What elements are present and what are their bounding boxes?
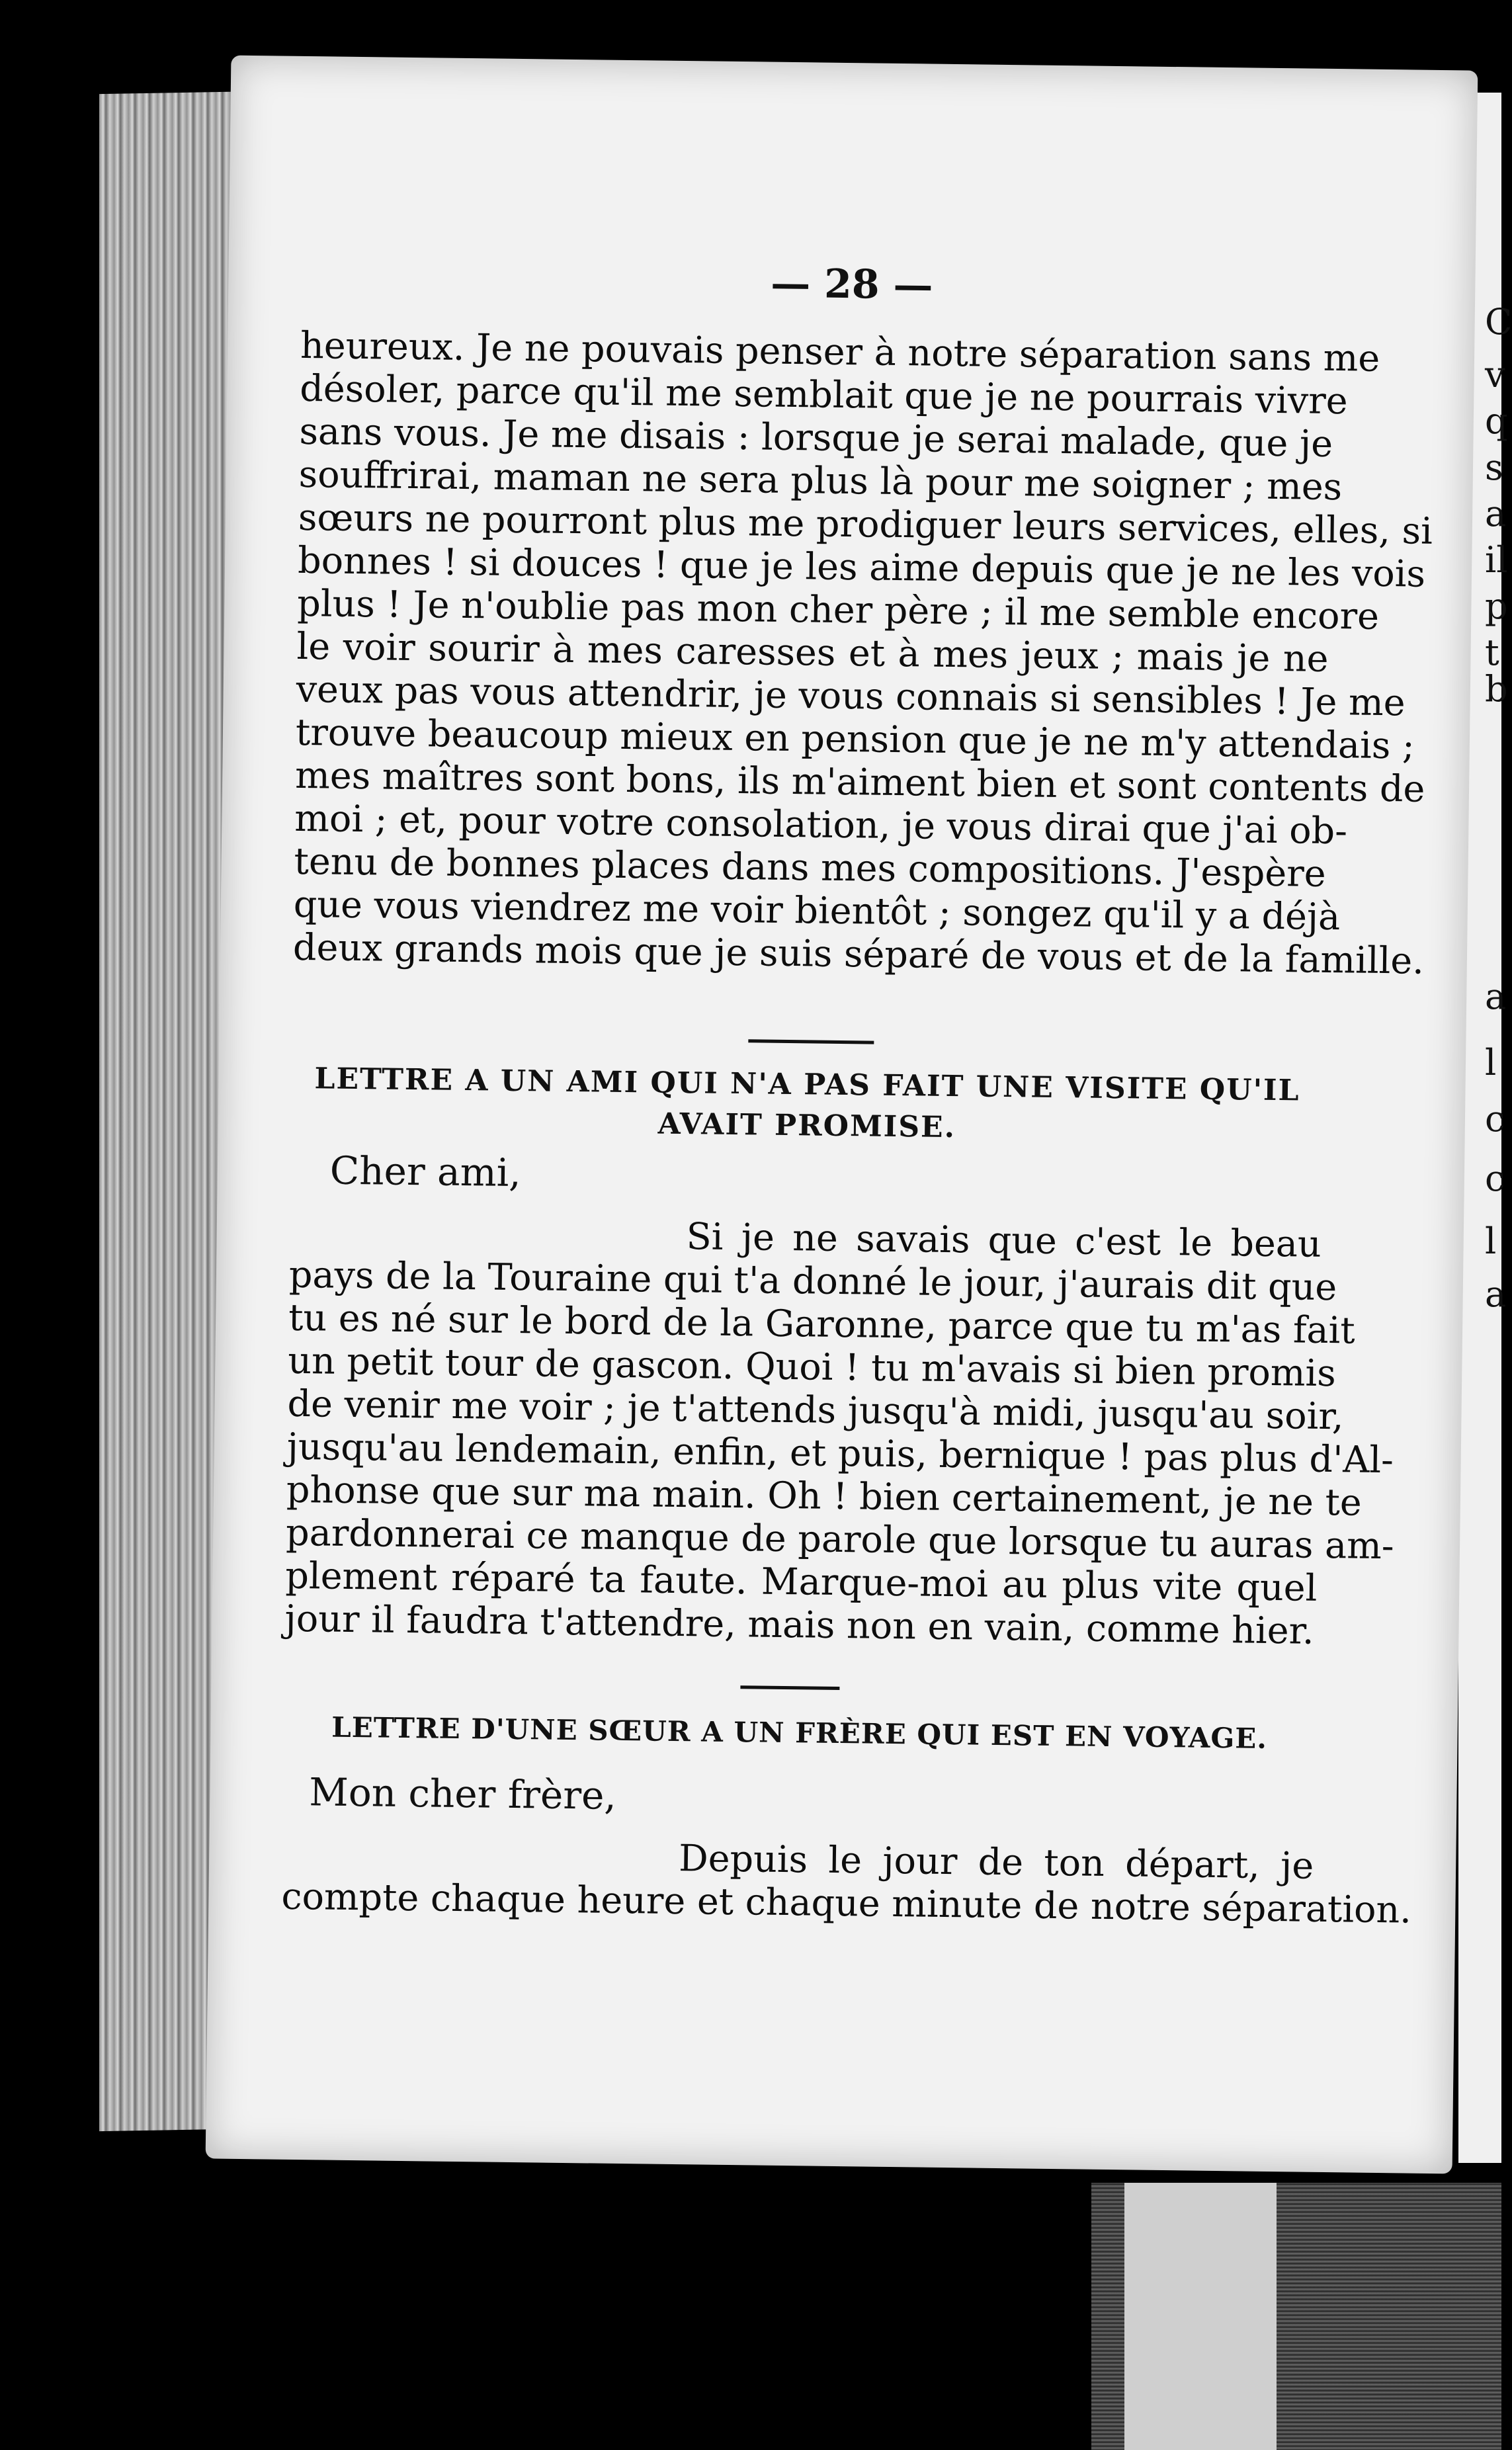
text-line: sans vous. Je me disais : lorsque je serai malade, que je (299, 409, 1333, 466)
facing-page-glyph: p (1485, 585, 1508, 627)
paragraph-letter-to-brother (281, 1832, 1412, 1932)
text-line: de venir me voir ; je t'attends jusqu'à midi, jusqu'au soir, (287, 1382, 1344, 1439)
page-number: — 28 — (770, 260, 933, 309)
facing-page-glyph: q (1485, 400, 1508, 442)
letter-title-line2: AVAIT PROMISE. (657, 1107, 956, 1145)
text-line: Depuis le jour de ton départ, je (678, 1837, 1314, 1888)
text-line: tu es né sur le bord de la Garonne, parce que tu m'as fait (288, 1296, 1356, 1353)
text-line: phonse que sur ma main. Oh ! bien certainement, je ne te (286, 1468, 1363, 1525)
facing-page-glyph: s (1485, 446, 1503, 488)
text-line: deux grands mois que je suis séparé de vous et de la famille. (292, 925, 1425, 983)
text-line: trouve beaucoup mieux en pension que je ne m'y attendais ; (295, 710, 1415, 768)
facing-page-glyph: C (1485, 301, 1512, 343)
text-line: jusqu'au lendemain, enfin, et puis, bernique ! pas plus d'Al- (286, 1425, 1394, 1482)
text-line: un petit tour de gascon. Quoi ! tu m'avais si bien promis (287, 1339, 1337, 1396)
text-line: heureux. Je ne pouvais penser à notre séparation sans me (300, 323, 1380, 380)
facing-page-glyph: a (1485, 1273, 1507, 1315)
text-line: jour il faudra t'attendre, mais non en vain, comme hier. (284, 1597, 1315, 1653)
facing-page-glyph: c (1485, 1098, 1505, 1140)
text-line: désoler, parce qu'il me semblait que je ne pourrais vivre (299, 366, 1348, 423)
separator-rule (740, 1685, 839, 1690)
facing-page-glyph: l (1485, 1220, 1497, 1262)
facing-page-glyph: c (1485, 1158, 1505, 1199)
letter-title: LETTRE D'UNE SŒUR A UN FRÈRE QUI EST EN VOYAGE. (331, 1711, 1268, 1755)
paragraph-letter-continuation (292, 323, 1433, 983)
text-line: tenu de bonnes places dans mes compositions. J'espère (294, 839, 1326, 896)
book-page (206, 56, 1478, 2174)
text-line: plus ! Je n'oublie pas mon cher père ; il me semble encore (296, 581, 1380, 638)
text-line: bonnes ! si douces ! que je les aime depuis que je ne les vois (297, 538, 1426, 596)
text-line: que vous viendrez me voir bientôt ; songez qu'il y a déjà (293, 882, 1341, 939)
salutation: Cher ami, (329, 1148, 522, 1196)
text-line: pardonnerai ce manque de parole que lorsque tu auras am- (285, 1511, 1394, 1568)
facing-page-glyph: t (1485, 632, 1499, 673)
text-line: Si je ne savais que c'est le beau (686, 1215, 1322, 1266)
facing-page-glyph: a (1485, 976, 1507, 1017)
text-line: veux pas vous attendrir, je vous connais si sensibles ! Je me (296, 667, 1406, 725)
page-tab (1124, 2183, 1277, 2450)
text-line: mes maîtres sont bons, ils m'aiment bien et sont contents de (294, 753, 1425, 811)
text-line: moi ; et, pour votre consolation, je vous dirai que j'ai ob- (294, 796, 1348, 853)
text-line: pays de la Touraine qui t'a donné le jour, j'aurais dit que (288, 1253, 1337, 1310)
facing-page-glyph: il (1485, 539, 1508, 581)
facing-page-glyph: a (1485, 493, 1507, 534)
facing-page-glyph: b (1485, 668, 1508, 710)
text-line: souffrirai, maman ne sera plus là pour me soigner ; mes (298, 452, 1343, 509)
text-line: sœurs ne pourront plus me prodiguer leurs services, elles, si (298, 495, 1433, 553)
text-line: compte chaque heure et chaque minute de notre séparation. (281, 1875, 1412, 1932)
paragraph-letter-to-friend (284, 1210, 1394, 1653)
letter-title (290, 1058, 1323, 1153)
letter-title-line1: LETTRE A UN AMI QUI N'A PAS FAIT UNE VISITE QU'IL (314, 1062, 1300, 1108)
text-line: plement réparé ta faute. Marque-moi au plus vite quel (285, 1554, 1318, 1610)
salutation: Mon cher frère, (309, 1769, 617, 1818)
facing-page-glyph: v (1485, 354, 1505, 396)
text-line: le voir sourir à mes caresses et à mes jeux ; mais je ne (296, 624, 1329, 681)
separator-rule (748, 1039, 874, 1044)
facing-page-glyph: l (1485, 1042, 1497, 1083)
